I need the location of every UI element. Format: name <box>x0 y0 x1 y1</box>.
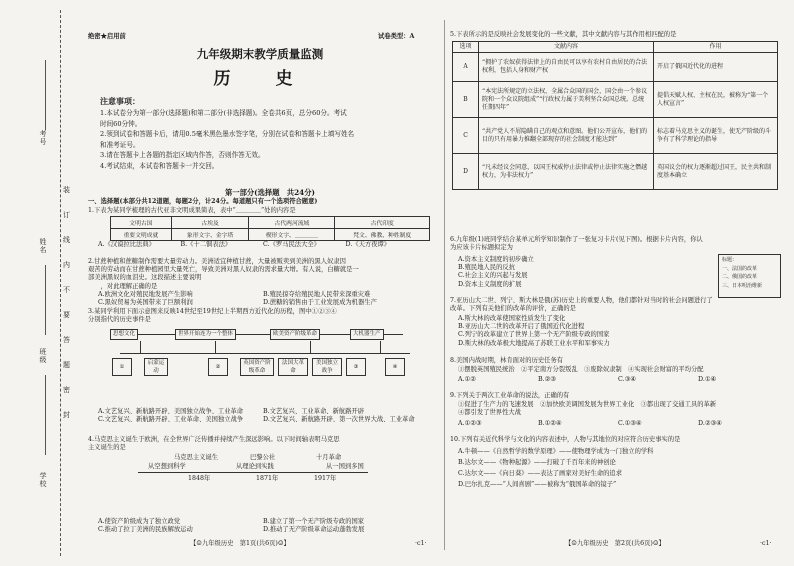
q4-mid-2: 从理论到实践 <box>236 463 274 471</box>
option: B.②③ <box>538 376 556 383</box>
option: C.社会主义的兴起与发展 <box>458 272 528 280</box>
secret-mark: 绝密★启用前 <box>88 33 126 40</box>
note-line: 时间60分钟。 <box>100 119 142 128</box>
footer-left: 【☺九年级历史 第1页(共6页)☺】 <box>190 540 290 547</box>
q6-card-line: 二、俄国的改革 <box>722 274 758 280</box>
q4-year-1: 1848年 <box>188 475 211 483</box>
q4-mid-1: 从空想到科学 <box>148 463 186 471</box>
q10-options <box>458 446 778 490</box>
option: D.①④ <box>698 376 717 383</box>
q3-box-machine: 大机器生产 <box>350 329 384 340</box>
seal-char: 不 <box>63 286 70 294</box>
fill-line-name <box>45 265 47 335</box>
q5-table <box>452 41 778 190</box>
seal-characters <box>63 185 73 435</box>
q1-stem: 1.下表为某同学梳理的古代亚非文明成果简表，表中“＿＿＿＿”处的内容是 <box>88 207 296 214</box>
q6-card-line: 一、法国的改革 <box>722 265 758 272</box>
q5-cell: 标志着马克思主义的诞生，使无产阶级的斗争有了科学理论的指导 <box>654 118 778 154</box>
q6-stem <box>450 236 703 252</box>
seal-char: 密 <box>63 386 70 394</box>
note-line: 1.本试卷分为第一部分(选择题)和第二部分(非选择题)。全卷共6页，总分60分。考试 <box>100 109 347 117</box>
q5-cell: 提倡天赋人权、主权在民，被称为“第一个人权宣言” <box>654 82 778 118</box>
option: A.欧洲文化对殖民地发展产生影响 <box>98 291 193 298</box>
q2-options <box>98 291 428 307</box>
q2-line: 部美洲黑奴的血泪史。这段描述主要说明 <box>88 274 202 282</box>
paper-type: 试卷类型：A <box>378 33 415 40</box>
q4-block <box>88 436 428 486</box>
q10-stem: 10.下列有关近代科学与文化的内容表述中，人物与其地位的对应符合历史事实的是 <box>450 436 681 443</box>
q5-cell: “凡未经议会同意，以国王权威停止法律或停止法律实施之僭越权力，为非法权力” <box>479 154 654 190</box>
q4-top-2: 巴黎公社 <box>250 454 276 462</box>
q3-sub-2: ② <box>208 358 228 376</box>
note-line: 2.领到试卷和答题卡后，请用0.5毫米黑色墨水签字笔，分别在试卷和答题卡上填写姓名 <box>100 130 355 138</box>
seal-char: 答 <box>63 336 70 344</box>
option: D.蔗糖的销售由于工业发展成为机器生产 <box>263 299 377 307</box>
q8-stem: 8.美国内战时期，林肯面对的历史任务有 <box>450 357 564 364</box>
q3-options <box>98 408 428 424</box>
q5-cell: “拥护了农奴获得法律上的自由民可以享有农村自由居民的合法权利，包括人身和财产权 <box>479 53 654 82</box>
q4-mid-3: 从一国到多国 <box>326 463 364 471</box>
q5-cell: A <box>453 53 479 82</box>
q5-header-cell: 作用 <box>654 42 778 53</box>
option: A.文艺复兴、新航路开辟、美国独立战争、工业革命 <box>98 408 244 415</box>
subject-title: 历 史 <box>213 69 307 89</box>
q9-item-line: ④都引发了世界性大战 <box>458 409 521 417</box>
note-line: 3.请在答题卡上各题的指定区域内作答，否则作答无效。 <box>100 151 265 159</box>
option: C.黑奴贸易为英国带来了巨额利润 <box>98 299 193 307</box>
q6-line: 6.九年级(1)班同学结合某单元所学知识制作了一张复习卡片(见下图)。根据卡片内容，你认 <box>450 236 703 243</box>
q1-table <box>110 216 430 241</box>
option: C.《罗马民法大全》 <box>263 241 320 248</box>
option: D.文艺复兴、新航路开辟、第一次世界大战、工业革命 <box>263 416 415 424</box>
q5-row <box>453 118 778 154</box>
exam-no-label: 考号 <box>39 130 47 146</box>
q4-line: 主义诞生的是 <box>88 444 126 452</box>
q6-options <box>458 256 708 289</box>
exam-title: 九年级期末教学质量监测 <box>196 47 324 61</box>
part1-instruction: 一、选择题(本部分共12道题，每题2分，计24分。每道题只有一个选项符合题意) <box>88 198 318 205</box>
option: A.资本主义制度的初步确立 <box>458 256 534 263</box>
q5-header-cell: 选项 <box>453 42 479 53</box>
q2-stem <box>88 258 359 291</box>
q3-box-revolution: 欧美资产阶级革命 <box>270 329 320 340</box>
part1-title: 第一部分(选择题 共24分) <box>224 188 316 197</box>
q7-line: 7.亚历山大二世、列宁、斯大林是俄(苏)历史上的重要人物，他们都针对当时的社会问题进行了 <box>450 297 713 304</box>
seal-char: 线 <box>63 236 70 244</box>
q3-sub-english-rev: 英国资产阶级革命 <box>240 358 274 376</box>
seal-char: 题 <box>63 361 70 369</box>
q3-line: 分别指代的历史事件是 <box>88 316 151 324</box>
q6-card-line: 三、日本明治维新 <box>722 282 763 289</box>
q7-stem <box>450 297 713 313</box>
q6-card-line: 标题： <box>722 257 738 263</box>
option: C.列宁的改革建立了世界上第一个无产阶级专政的国家 <box>458 331 610 339</box>
footer-right: 【☺九年级历史 第2页(共6页)☺】 <box>565 540 665 547</box>
q5-header-cell: 文献内容 <box>479 42 654 53</box>
seal-char: 要 <box>63 311 70 319</box>
q7-options <box>458 315 778 348</box>
q4-year-2: 1871年 <box>256 475 279 483</box>
q1-header-cell: 古代印度 <box>335 217 430 229</box>
q3-box-world: 世界开始连为一个整体 <box>175 329 236 340</box>
q4-line: 4.马克思主义诞生于欧洲，在全世界广泛传播并持续产生深远影响。以下时间轴表明马克思 <box>88 436 340 443</box>
name-label: 姓名 <box>39 238 47 254</box>
q5-cell: B <box>453 82 479 118</box>
q9-options <box>458 420 778 428</box>
option: D.巴尔扎克——“人间喜剧”——被称为“俄国革命的镜子” <box>458 481 617 488</box>
q5-row <box>453 53 778 82</box>
q2-line: 艰苦的劳动而在甘蔗种植园里大量死亡，导致美洲对黑人奴隶的需求量大增。有人说，白糖就是一 <box>88 266 359 274</box>
q5-cell: 开启了俄国近代化的进程 <box>654 53 778 82</box>
option: B.建立了第一个无产阶级专政的国家 <box>263 518 365 525</box>
notes-list <box>100 108 354 171</box>
q1-header-cell: 古埃及 <box>171 217 249 229</box>
q5-cell: C <box>453 118 479 154</box>
q5-table-wrap <box>452 41 778 190</box>
option: D.推动了无产阶级革命运动蓬勃发展 <box>263 526 365 534</box>
q4-top-3: 十月革命 <box>316 454 342 462</box>
option: A.①②③ <box>458 420 482 427</box>
q1-options <box>98 241 428 249</box>
q1-cell: 重要文明成就 <box>111 229 172 241</box>
class-label: 班级 <box>39 348 47 364</box>
option: C.文艺复兴、新航路开辟、工业革命、美国独立战争 <box>98 416 244 424</box>
footer-code-right: ·c1· <box>760 540 772 547</box>
q3-box-culture: 思想文化 <box>110 329 138 340</box>
option: B.《十二铜表法》 <box>180 241 232 248</box>
seal-char: 装 <box>63 186 70 194</box>
q3-sub-enlightenment: 启蒙运动 <box>144 358 168 376</box>
q1-header-cell: 文明古国 <box>111 217 172 229</box>
page-divider <box>444 20 445 550</box>
q2-line: ，对此理解正确的是 <box>88 282 158 290</box>
q8-options <box>458 376 778 384</box>
note-line: 和准考证号。 <box>100 140 140 149</box>
q3-sub-american-war: 美国独立战争 <box>312 358 342 376</box>
q4-top-1: 马克思主义诞生 <box>174 454 219 462</box>
q5-cell: 英国议会的权力逐渐超过国王，民主共和制度基本确立 <box>654 154 778 190</box>
q5-row <box>453 154 778 190</box>
option: D.《天方夜谭》 <box>345 241 391 248</box>
q9-items <box>458 401 716 417</box>
option: A.斯大林的改革使国家性质发生了变化 <box>458 315 566 322</box>
q4-year-3: 1917年 <box>314 475 337 483</box>
footer-code-left: ·c1· <box>415 540 427 547</box>
note-line: 4.考试结束，本试卷和答题卡一并交回。 <box>100 161 219 170</box>
option: B.达尔文——《物种起源》——打破了千百年来的神创论 <box>458 459 616 466</box>
option: D.②③④ <box>698 420 722 427</box>
q3-sub-french-rev: 法国大革命 <box>278 358 308 376</box>
option: C.①③④ <box>618 420 642 427</box>
q1-cell: 梵文、佛教、种姓制度 <box>335 229 430 241</box>
q3-stem <box>88 308 337 324</box>
q5-cell: “本宪法所规定的立法权，全属合众国的国会，国会由一个参议院和一个众议院组成”“行政权力属于美利坚合众国总统。总统任期四年” <box>479 82 654 118</box>
option: C.③④ <box>618 376 636 383</box>
option: A.①② <box>458 376 476 383</box>
option: A.牛顿——《自然哲学的数学原理》——使物理学成为一门独立的学科 <box>458 448 654 455</box>
seal-line <box>60 10 62 556</box>
q5-cell: D <box>453 154 479 190</box>
option: A.《汉谟拉比法典》 <box>98 241 155 248</box>
q5-row <box>453 82 778 118</box>
seal-char: 封 <box>63 411 70 419</box>
fill-line-exam <box>45 60 47 130</box>
option: C.达尔文——《向日葵》——表达了画家对美好生命的追求 <box>458 470 623 477</box>
option: B.文艺复兴、工业革命、新航路开辟 <box>263 408 365 415</box>
q3-sub-4: ④ <box>385 358 405 376</box>
q7-line: 改革。下列有关他们的改革的评价，正确的是 <box>450 305 576 313</box>
notes-title: 注意事项： <box>100 96 140 106</box>
option: D.资本主义制度的扩展 <box>458 280 522 288</box>
q3-line: 3.某同学利用下面示意图来反映14世纪至19世纪上半期西方近代化的历程，图中①②③④ <box>88 308 337 315</box>
q4-timeline <box>88 452 428 486</box>
q4-options <box>98 518 428 534</box>
q8-items: ①摆脱英国殖民统治 ②平定南方分裂叛乱 ③废除奴隶制 ④实现社会财富的平均分配 <box>458 366 704 373</box>
q1-cell: 象形文字、金字塔 <box>171 229 249 241</box>
q6-line: 为应该卡片标题拟定为 <box>450 244 513 252</box>
seal-char: 内 <box>63 261 70 269</box>
q6-card <box>718 254 781 298</box>
q3-sub-3: ③ <box>346 358 366 376</box>
fill-line-class <box>45 375 47 455</box>
q2-line: 2.甘蔗种植和蔗糖制作需要大量劳动力。美洲适宜种植甘蔗，大量被贩卖到美洲的黑人奴隶因 <box>88 258 346 265</box>
q9-item-line: ①促进了生产力的飞速发展 ②加快欧美调国发展为世界工业化 ③都出现了交通工具的革新 <box>458 401 717 408</box>
option: C.推动了拉丁美洲的民族解放运动 <box>98 526 193 534</box>
q9-stem: 9.下列关于两次工业革命的说法，正确的有 <box>450 392 570 399</box>
option: B.亚历山大二世的改革开启了俄国近代化进程 <box>458 323 585 331</box>
option: B.①②④ <box>538 420 562 427</box>
q1-header-cell: 古代两河流域 <box>249 217 335 229</box>
school-label: 学校 <box>39 472 47 488</box>
option: D.斯大林的改革极大地提高了苏联工业水平和军事实力 <box>458 339 610 347</box>
q3-sub-1: ① <box>112 358 132 376</box>
option: B.殖民掠夺给殖民地人民带来深重灾难 <box>263 291 371 298</box>
option: A.使资产阶级成为了独立政党 <box>98 518 181 525</box>
option: B.殖民地人民的反抗 <box>458 264 516 272</box>
q5-stem: 5.下表所示的是反映社会发展变化的一些文献，其中文献内容与其作用相匹配的是 <box>450 31 677 38</box>
seal-char: 订 <box>63 211 70 219</box>
q5-cell: “共产党人不屑隐瞒自己的观点和意图。他们公开宣布，他们的目的只有用暴力推翻全部现存的社会制度才能达到” <box>479 118 654 154</box>
q1-cell: 楔形文字、＿＿＿＿ <box>249 229 335 241</box>
